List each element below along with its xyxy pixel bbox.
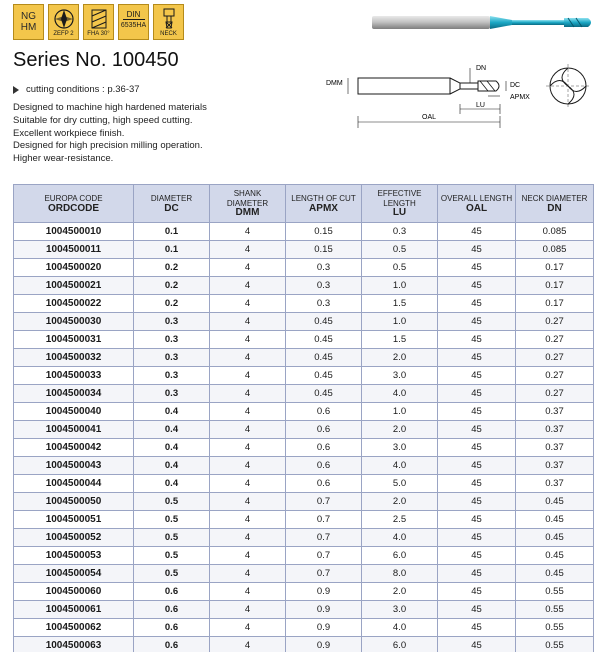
ordcode-cell: 1004500062 [14, 619, 134, 637]
dc-cell: 0.5 [134, 493, 210, 511]
oal-cell: 45 [438, 313, 516, 331]
ordcode-cell: 1004500022 [14, 295, 134, 313]
dc-cell: 0.6 [134, 601, 210, 619]
dn-cell: 0.45 [516, 547, 594, 565]
apmx-cell: 0.3 [286, 277, 362, 295]
table-row [14, 403, 594, 421]
oal-cell: 45 [438, 601, 516, 619]
lu-cell: 2.0 [362, 421, 438, 439]
series-title: Series No. 100450 [13, 49, 179, 71]
dmm-cell: 4 [210, 547, 286, 565]
apmx-cell: 0.6 [286, 403, 362, 421]
zefp-icon [48, 4, 79, 40]
dmm-label: DMM [326, 80, 343, 87]
apmx-label: APMX [510, 94, 530, 101]
ordcode-cell: 1004500051 [14, 511, 134, 529]
dmm-cell: 4 [210, 439, 286, 457]
dmm-cell: 4 [210, 331, 286, 349]
cutting-conditions-text: cutting conditions : p.36-37 [26, 84, 140, 95]
table-row [14, 511, 594, 529]
ordcode-cell: 1004500011 [14, 241, 134, 259]
table-row [14, 313, 594, 331]
table-row [14, 223, 594, 241]
dn-cell: 0.45 [516, 529, 594, 547]
dn-cell: 0.37 [516, 403, 594, 421]
table-header-row [14, 185, 594, 223]
ordcode-cell: 1004500053 [14, 547, 134, 565]
dn-cell: 0.55 [516, 637, 594, 652]
lu-cell: 0.5 [362, 259, 438, 277]
dc-cell: 0.4 [134, 403, 210, 421]
apmx-cell: 0.45 [286, 331, 362, 349]
oal-cell: 45 [438, 241, 516, 259]
lu-cell: 1.5 [362, 295, 438, 313]
dmm-cell: 4 [210, 529, 286, 547]
description [13, 102, 207, 166]
dc-cell: 0.5 [134, 547, 210, 565]
dmm-cell: 4 [210, 421, 286, 439]
dmm-cell: 4 [210, 403, 286, 421]
dn-cell: 0.27 [516, 385, 594, 403]
dn-label: DN [476, 65, 487, 72]
dmm-cell: 4 [210, 619, 286, 637]
dc-cell: 0.2 [134, 259, 210, 277]
table-row [14, 529, 594, 547]
oal-cell: 45 [438, 421, 516, 439]
dmm-cell: 4 [210, 565, 286, 583]
dc-cell: 0.3 [134, 367, 210, 385]
dn-cell: 0.085 [516, 223, 594, 241]
dn-cell: 0.27 [516, 367, 594, 385]
apmx-cell: 0.6 [286, 457, 362, 475]
oal-cell: 45 [438, 457, 516, 475]
oal-cell: 45 [438, 367, 516, 385]
dn-cell: 0.45 [516, 511, 594, 529]
lu-cell: 1.5 [362, 331, 438, 349]
oal-cell: 45 [438, 403, 516, 421]
neck-caption: NECK [160, 31, 177, 37]
dn-cell: 0.45 [516, 565, 594, 583]
dmm-cell: 4 [210, 259, 286, 277]
table-row [14, 493, 594, 511]
apmx-cell: 0.9 [286, 619, 362, 637]
lu-cell: 4.0 [362, 619, 438, 637]
dmm-cell: 4 [210, 295, 286, 313]
apmx-cell: 0.7 [286, 565, 362, 583]
apmx-cell: 0.45 [286, 349, 362, 367]
ordcode-cell: 1004500052 [14, 529, 134, 547]
dc-cell: 0.1 [134, 223, 210, 241]
ordcode-cell: 1004500060 [14, 583, 134, 601]
col-header-dc: DIAMETER DC [134, 185, 210, 223]
ordcode-cell: 1004500020 [14, 259, 134, 277]
lu-cell: 3.0 [362, 601, 438, 619]
ordcode-cell: 1004500010 [14, 223, 134, 241]
dc-cell: 0.6 [134, 637, 210, 652]
table-row [14, 241, 594, 259]
ng-label: NG [21, 11, 36, 22]
ordcode-cell: 1004500033 [14, 367, 134, 385]
lu-cell: 0.5 [362, 241, 438, 259]
oal-cell: 45 [438, 637, 516, 652]
dmm-cell: 4 [210, 223, 286, 241]
feature-icons [13, 4, 184, 40]
apmx-cell: 0.15 [286, 223, 362, 241]
dn-cell: 0.17 [516, 295, 594, 313]
arrow-right-icon [13, 86, 19, 94]
dc-cell: 0.3 [134, 313, 210, 331]
ordcode-cell: 1004500031 [14, 331, 134, 349]
neck-icon [153, 4, 184, 40]
dc-cell: 0.2 [134, 295, 210, 313]
ordcode-cell: 1004500041 [14, 421, 134, 439]
apmx-cell: 0.6 [286, 421, 362, 439]
dn-cell: 0.27 [516, 313, 594, 331]
lu-cell: 6.0 [362, 547, 438, 565]
dmm-cell: 4 [210, 313, 286, 331]
dmm-cell: 4 [210, 241, 286, 259]
dmm-cell: 4 [210, 457, 286, 475]
ordcode-cell: 1004500042 [14, 439, 134, 457]
table-body [14, 223, 594, 652]
ordcode-cell: 1004500061 [14, 601, 134, 619]
lu-cell: 3.0 [362, 367, 438, 385]
oal-label: OAL [422, 114, 437, 121]
dmm-cell: 4 [210, 583, 286, 601]
zefp-caption: ZEFP 2 [53, 31, 74, 37]
dmm-cell: 4 [210, 493, 286, 511]
col-header-dmm: SHANK DIAMETER DMM [210, 185, 286, 223]
dn-cell: 0.55 [516, 583, 594, 601]
table-row [14, 457, 594, 475]
apmx-cell: 0.9 [286, 601, 362, 619]
dc-cell: 0.4 [134, 439, 210, 457]
apmx-cell: 0.45 [286, 313, 362, 331]
dc-cell: 0.4 [134, 421, 210, 439]
dn-cell: 0.55 [516, 601, 594, 619]
lu-cell: 0.3 [362, 223, 438, 241]
table-row [14, 565, 594, 583]
oal-cell: 45 [438, 619, 516, 637]
description-line: Excellent workpiece finish. [13, 127, 125, 139]
oal-cell: 45 [438, 547, 516, 565]
apmx-cell: 0.6 [286, 475, 362, 493]
table-row [14, 385, 594, 403]
dmm-cell: 4 [210, 367, 286, 385]
oal-cell: 45 [438, 331, 516, 349]
apmx-cell: 0.6 [286, 439, 362, 457]
dn-cell: 0.17 [516, 277, 594, 295]
apmx-cell: 0.9 [286, 583, 362, 601]
ordcode-cell: 1004500054 [14, 565, 134, 583]
dn-cell: 0.27 [516, 331, 594, 349]
dn-cell: 0.37 [516, 421, 594, 439]
dc-cell: 0.1 [134, 241, 210, 259]
dmm-cell: 4 [210, 475, 286, 493]
col-header-oal: OVERALL LENGTH OAL [438, 185, 516, 223]
oal-cell: 45 [438, 295, 516, 313]
oal-cell: 45 [438, 565, 516, 583]
dn-cell: 0.17 [516, 259, 594, 277]
dmm-cell: 4 [210, 385, 286, 403]
oal-cell: 45 [438, 349, 516, 367]
ng-hm-badge [13, 4, 44, 40]
col-header-dn: NECK DIAMETER DN [516, 185, 594, 223]
description-line: Suitable for dry cutting, high speed cutting. [13, 114, 193, 126]
fha-caption: FHA 30° [87, 31, 110, 37]
table-row [14, 259, 594, 277]
table-row [14, 367, 594, 385]
dc-cell: 0.4 [134, 475, 210, 493]
fha-icon [83, 4, 114, 40]
apmx-cell: 0.7 [286, 529, 362, 547]
lu-label: LU [476, 102, 485, 109]
apmx-cell: 0.15 [286, 241, 362, 259]
ordcode-cell: 1004500030 [14, 313, 134, 331]
end-mill-photo [370, 6, 595, 42]
oal-cell: 45 [438, 385, 516, 403]
ordcode-cell: 1004500044 [14, 475, 134, 493]
apmx-cell: 0.7 [286, 547, 362, 565]
cutting-conditions-link[interactable] [13, 84, 140, 95]
col-header-lu: EFFECTIVE LENGTH LU [362, 185, 438, 223]
oal-cell: 45 [438, 475, 516, 493]
ordcode-cell: 1004500063 [14, 637, 134, 652]
dn-cell: 0.55 [516, 619, 594, 637]
table-row [14, 547, 594, 565]
dn-cell: 0.27 [516, 349, 594, 367]
apmx-cell: 0.7 [286, 511, 362, 529]
product-table [13, 184, 594, 652]
dc-cell: 0.4 [134, 457, 210, 475]
table-row [14, 475, 594, 493]
oal-cell: 45 [438, 493, 516, 511]
lu-cell: 1.0 [362, 313, 438, 331]
lu-cell: 4.0 [362, 457, 438, 475]
apmx-cell: 0.45 [286, 385, 362, 403]
dmm-cell: 4 [210, 277, 286, 295]
table-row [14, 421, 594, 439]
table-row [14, 277, 594, 295]
dc-cell: 0.5 [134, 565, 210, 583]
din-title: DIN [123, 10, 145, 20]
apmx-cell: 0.45 [286, 367, 362, 385]
dn-cell: 0.45 [516, 493, 594, 511]
dn-cell: 0.085 [516, 241, 594, 259]
description-line: Designed for high precision milling operation. [13, 140, 203, 152]
ordcode-cell: 1004500050 [14, 493, 134, 511]
dn-cell: 0.37 [516, 439, 594, 457]
lu-cell: 6.0 [362, 637, 438, 652]
table-row [14, 331, 594, 349]
ordcode-cell: 1004500021 [14, 277, 134, 295]
oal-cell: 45 [438, 511, 516, 529]
oal-cell: 45 [438, 529, 516, 547]
table-row [14, 601, 594, 619]
apmx-cell: 0.7 [286, 493, 362, 511]
table-row [14, 637, 594, 652]
hm-label: HM [20, 22, 37, 33]
ordcode-cell: 1004500040 [14, 403, 134, 421]
lu-cell: 4.0 [362, 385, 438, 403]
table-row [14, 439, 594, 457]
lu-cell: 2.0 [362, 349, 438, 367]
col-header-apmx: LENGTH OF CUT APMX [286, 185, 362, 223]
lu-cell: 2.0 [362, 493, 438, 511]
din-icon [118, 4, 149, 40]
apmx-cell: 0.3 [286, 295, 362, 313]
oal-cell: 45 [438, 439, 516, 457]
din-caption: 6535HA [120, 22, 147, 29]
lu-cell: 2.0 [362, 583, 438, 601]
lu-cell: 1.0 [362, 277, 438, 295]
dmm-cell: 4 [210, 511, 286, 529]
lu-cell: 2.5 [362, 511, 438, 529]
apmx-cell: 0.9 [286, 637, 362, 652]
dc-cell: 0.6 [134, 619, 210, 637]
ordcode-cell: 1004500032 [14, 349, 134, 367]
table-row [14, 349, 594, 367]
ordcode-cell: 1004500043 [14, 457, 134, 475]
lu-cell: 8.0 [362, 565, 438, 583]
dn-cell: 0.37 [516, 475, 594, 493]
lu-cell: 4.0 [362, 529, 438, 547]
oal-cell: 45 [438, 277, 516, 295]
description-line: Designed to machine high hardened materials [13, 102, 207, 113]
dc-cell: 0.5 [134, 529, 210, 547]
dc-cell: 0.3 [134, 349, 210, 367]
lu-cell: 3.0 [362, 439, 438, 457]
dc-cell: 0.3 [134, 385, 210, 403]
dc-cell: 0.5 [134, 511, 210, 529]
oal-cell: 45 [438, 259, 516, 277]
tool-dimension-drawing [320, 58, 600, 130]
dmm-cell: 4 [210, 637, 286, 652]
dmm-cell: 4 [210, 601, 286, 619]
dc-cell: 0.2 [134, 277, 210, 295]
table-row [14, 583, 594, 601]
oal-cell: 45 [438, 583, 516, 601]
apmx-cell: 0.3 [286, 259, 362, 277]
dc-cell: 0.6 [134, 583, 210, 601]
description-line: Higher wear-resistance. [13, 153, 114, 165]
oal-cell: 45 [438, 223, 516, 241]
ordcode-cell: 1004500034 [14, 385, 134, 403]
table-row [14, 295, 594, 313]
lu-cell: 1.0 [362, 403, 438, 421]
dc-cell: 0.3 [134, 331, 210, 349]
dmm-cell: 4 [210, 349, 286, 367]
dn-cell: 0.37 [516, 457, 594, 475]
table-row [14, 619, 594, 637]
col-header-ordcode: EUROPA CODE ORDCODE [14, 185, 134, 223]
dc-label: DC [510, 82, 521, 89]
lu-cell: 5.0 [362, 475, 438, 493]
